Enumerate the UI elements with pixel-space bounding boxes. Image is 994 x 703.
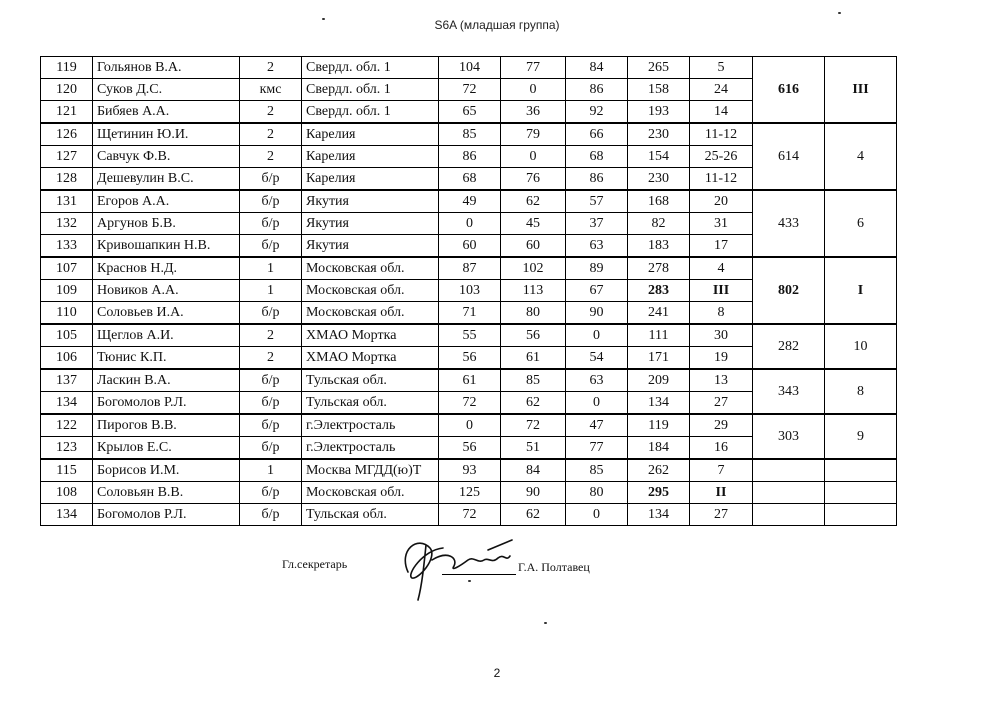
cell-total: 119 (628, 414, 690, 437)
cell-place: 20 (690, 190, 753, 213)
team-place: 10 (825, 324, 897, 369)
cell-num: 132 (41, 213, 93, 235)
cell-place: 19 (690, 347, 753, 370)
table-row (41, 324, 897, 347)
cell-num: 115 (41, 459, 93, 482)
cell-s3: 54 (566, 347, 628, 370)
cell-name: Ласкин В.А. (93, 369, 240, 392)
cell-place: 14 (690, 101, 753, 124)
cell-s3: 67 (566, 280, 628, 302)
cell-place: 27 (690, 504, 753, 526)
cell-s1: 61 (439, 369, 501, 392)
cell-s3: 66 (566, 123, 628, 146)
cell-s1: 0 (439, 213, 501, 235)
cell-rank: б/р (240, 392, 302, 415)
team-total: 282 (753, 324, 825, 369)
cell-s3: 47 (566, 414, 628, 437)
team-place: 8 (825, 369, 897, 414)
team-total: 343 (753, 369, 825, 414)
team-place: 4 (825, 123, 897, 190)
cell-name: Соловьев И.А. (93, 302, 240, 325)
cell-s3: 63 (566, 369, 628, 392)
cell-s2: 90 (501, 482, 566, 504)
cell-rank: б/р (240, 302, 302, 325)
cell-name: Егоров А.А. (93, 190, 240, 213)
signature-line (442, 574, 516, 575)
team-place: I (825, 257, 897, 324)
cell-place: 17 (690, 235, 753, 258)
cell-s1: 49 (439, 190, 501, 213)
table-row (41, 190, 897, 213)
cell-num: 128 (41, 168, 93, 191)
cell-region: Свердл. обл. 1 (302, 101, 439, 124)
cell-num: 110 (41, 302, 93, 325)
cell-total: 168 (628, 190, 690, 213)
cell-s2: 62 (501, 190, 566, 213)
cell-total: 134 (628, 504, 690, 526)
team-total: 616 (753, 57, 825, 124)
cell-s2: 61 (501, 347, 566, 370)
cell-total: 154 (628, 146, 690, 168)
cell-s1: 87 (439, 257, 501, 280)
cell-rank: 2 (240, 347, 302, 370)
cell-s2: 60 (501, 235, 566, 258)
cell-region: Якутия (302, 190, 439, 213)
table-row (41, 57, 897, 79)
cell-total: 262 (628, 459, 690, 482)
cell-s3: 77 (566, 437, 628, 460)
cell-s3: 90 (566, 302, 628, 325)
cell-s1: 0 (439, 414, 501, 437)
document-title: S6A (младшая группа) (434, 18, 560, 32)
cell-s1: 93 (439, 459, 501, 482)
cell-s3: 85 (566, 459, 628, 482)
cell-region: Московская обл. (302, 302, 439, 325)
cell-place: 11-12 (690, 123, 753, 146)
cell-s3: 86 (566, 168, 628, 191)
cell-place: 8 (690, 302, 753, 325)
cell-rank: б/р (240, 213, 302, 235)
team-empty (753, 459, 825, 482)
team-empty (753, 482, 825, 504)
cell-region: Тульская обл. (302, 504, 439, 526)
cell-s1: 85 (439, 123, 501, 146)
cell-rank: б/р (240, 504, 302, 526)
cell-rank: б/р (240, 235, 302, 258)
cell-s1: 60 (439, 235, 501, 258)
cell-place: 4 (690, 257, 753, 280)
cell-num: 105 (41, 324, 93, 347)
cell-place: 25-26 (690, 146, 753, 168)
cell-name: Соловьян В.В. (93, 482, 240, 504)
cell-total: 171 (628, 347, 690, 370)
cell-total: 241 (628, 302, 690, 325)
cell-name: Савчук Ф.В. (93, 146, 240, 168)
cell-s1: 65 (439, 101, 501, 124)
cell-name: Дешевулин В.С. (93, 168, 240, 191)
cell-s2: 84 (501, 459, 566, 482)
cell-region: г.Электросталь (302, 414, 439, 437)
cell-total: 134 (628, 392, 690, 415)
cell-total: 209 (628, 369, 690, 392)
cell-s1: 86 (439, 146, 501, 168)
cell-region: Тульская обл. (302, 392, 439, 415)
cell-s2: 45 (501, 213, 566, 235)
table-row (41, 414, 897, 437)
cell-rank: кмс (240, 79, 302, 101)
cell-s2: 113 (501, 280, 566, 302)
cell-place: 24 (690, 79, 753, 101)
cell-s1: 104 (439, 57, 501, 79)
cell-rank: 1 (240, 257, 302, 280)
cell-name: Борисов И.М. (93, 459, 240, 482)
cell-s3: 92 (566, 101, 628, 124)
cell-num: 123 (41, 437, 93, 460)
cell-total: 193 (628, 101, 690, 124)
cell-num: 108 (41, 482, 93, 504)
cell-s2: 62 (501, 504, 566, 526)
table-row (41, 482, 897, 504)
cell-s3: 0 (566, 324, 628, 347)
cell-s3: 89 (566, 257, 628, 280)
cell-s2: 102 (501, 257, 566, 280)
cell-num: 126 (41, 123, 93, 146)
cell-s2: 56 (501, 324, 566, 347)
team-empty (825, 482, 897, 504)
cell-rank: б/р (240, 168, 302, 191)
cell-s1: 55 (439, 324, 501, 347)
cell-total: 82 (628, 213, 690, 235)
cell-s3: 37 (566, 213, 628, 235)
signature-name: Г.А. Полтавец (518, 560, 590, 574)
cell-region: Свердл. обл. 1 (302, 57, 439, 79)
cell-s2: 62 (501, 392, 566, 415)
cell-region: Карелия (302, 168, 439, 191)
cell-name: Новиков А.А. (93, 280, 240, 302)
cell-s1: 72 (439, 392, 501, 415)
cell-s1: 68 (439, 168, 501, 191)
cell-rank: 2 (240, 146, 302, 168)
cell-num: 106 (41, 347, 93, 370)
cell-name: Бибяев А.А. (93, 101, 240, 124)
cell-region: Свердл. обл. 1 (302, 79, 439, 101)
cell-s1: 71 (439, 302, 501, 325)
cell-rank: б/р (240, 369, 302, 392)
page-number: 2 (493, 666, 501, 680)
cell-s1: 72 (439, 504, 501, 526)
cell-s3: 0 (566, 504, 628, 526)
cell-region: Карелия (302, 146, 439, 168)
cell-place: 11-12 (690, 168, 753, 191)
cell-s3: 0 (566, 392, 628, 415)
cell-total: 230 (628, 123, 690, 146)
cell-total: 184 (628, 437, 690, 460)
cell-num: 121 (41, 101, 93, 124)
team-place: III (825, 57, 897, 124)
cell-total: 265 (628, 57, 690, 79)
cell-s2: 79 (501, 123, 566, 146)
cell-s2: 80 (501, 302, 566, 325)
team-total: 614 (753, 123, 825, 190)
cell-num: 137 (41, 369, 93, 392)
cell-region: Москва МГДД(ю)Т (302, 459, 439, 482)
cell-num: 134 (41, 504, 93, 526)
cell-s2: 0 (501, 79, 566, 101)
cell-rank: б/р (240, 437, 302, 460)
cell-s3: 84 (566, 57, 628, 79)
cell-rank: 2 (240, 57, 302, 79)
table-row (41, 123, 897, 146)
cell-num: 127 (41, 146, 93, 168)
cell-region: Карелия (302, 123, 439, 146)
cell-name: Щетинин Ю.И. (93, 123, 240, 146)
cell-name: Гольянов В.А. (93, 57, 240, 79)
cell-s3: 80 (566, 482, 628, 504)
cell-region: Московская обл. (302, 482, 439, 504)
cell-region: г.Электросталь (302, 437, 439, 460)
team-place: 9 (825, 414, 897, 459)
cell-place: 31 (690, 213, 753, 235)
cell-place: II (690, 482, 753, 504)
team-empty (825, 504, 897, 526)
cell-total: 111 (628, 324, 690, 347)
cell-s2: 85 (501, 369, 566, 392)
cell-region: Московская обл. (302, 257, 439, 280)
team-empty (753, 504, 825, 526)
cell-s1: 72 (439, 79, 501, 101)
cell-s2: 51 (501, 437, 566, 460)
cell-num: 120 (41, 79, 93, 101)
cell-region: Якутия (302, 235, 439, 258)
cell-total: 283 (628, 280, 690, 302)
team-place: 6 (825, 190, 897, 257)
cell-region: Тульская обл. (302, 369, 439, 392)
cell-rank: 2 (240, 324, 302, 347)
cell-s3: 68 (566, 146, 628, 168)
cell-total: 295 (628, 482, 690, 504)
cell-rank: 1 (240, 459, 302, 482)
cell-name: Богомолов Р.Л. (93, 392, 240, 415)
cell-num: 107 (41, 257, 93, 280)
signature-role: Гл.секретарь (282, 557, 348, 571)
cell-name: Суков Д.С. (93, 79, 240, 101)
cell-place: 5 (690, 57, 753, 79)
cell-name: Пирогов В.В. (93, 414, 240, 437)
cell-place: 16 (690, 437, 753, 460)
cell-s2: 77 (501, 57, 566, 79)
cell-name: Крылов Е.С. (93, 437, 240, 460)
cell-s3: 57 (566, 190, 628, 213)
cell-s3: 86 (566, 79, 628, 101)
signature-scribble (388, 520, 528, 605)
cell-total: 158 (628, 79, 690, 101)
cell-place: 7 (690, 459, 753, 482)
cell-total: 230 (628, 168, 690, 191)
cell-s1: 56 (439, 437, 501, 460)
cell-s1: 103 (439, 280, 501, 302)
cell-num: 109 (41, 280, 93, 302)
cell-num: 133 (41, 235, 93, 258)
cell-place: 27 (690, 392, 753, 415)
cell-name: Кривошапкин Н.В. (93, 235, 240, 258)
cell-s2: 36 (501, 101, 566, 124)
cell-place: 13 (690, 369, 753, 392)
cell-rank: 2 (240, 101, 302, 124)
results-table (40, 56, 897, 526)
table-row (41, 369, 897, 392)
cell-region: ХМАО Мортка (302, 347, 439, 370)
cell-s2: 76 (501, 168, 566, 191)
cell-name: Тюнис К.П. (93, 347, 240, 370)
cell-name: Богомолов Р.Л. (93, 504, 240, 526)
cell-region: ХМАО Мортка (302, 324, 439, 347)
cell-name: Аргунов Б.В. (93, 213, 240, 235)
cell-rank: 2 (240, 123, 302, 146)
cell-rank: 1 (240, 280, 302, 302)
cell-num: 122 (41, 414, 93, 437)
cell-place: III (690, 280, 753, 302)
cell-total: 278 (628, 257, 690, 280)
table-row (41, 459, 897, 482)
cell-region: Московская обл. (302, 280, 439, 302)
team-empty (825, 459, 897, 482)
cell-name: Краснов Н.Д. (93, 257, 240, 280)
cell-s2: 0 (501, 146, 566, 168)
team-total: 802 (753, 257, 825, 324)
team-total: 303 (753, 414, 825, 459)
cell-s2: 72 (501, 414, 566, 437)
cell-rank: б/р (240, 414, 302, 437)
cell-place: 29 (690, 414, 753, 437)
cell-rank: б/р (240, 482, 302, 504)
table-row (41, 257, 897, 280)
cell-rank: б/р (240, 190, 302, 213)
cell-total: 183 (628, 235, 690, 258)
cell-s1: 125 (439, 482, 501, 504)
cell-num: 134 (41, 392, 93, 415)
cell-name: Щеглов А.И. (93, 324, 240, 347)
cell-s3: 63 (566, 235, 628, 258)
cell-s1: 56 (439, 347, 501, 370)
cell-place: 30 (690, 324, 753, 347)
team-total: 433 (753, 190, 825, 257)
cell-region: Якутия (302, 213, 439, 235)
cell-num: 119 (41, 57, 93, 79)
cell-num: 131 (41, 190, 93, 213)
